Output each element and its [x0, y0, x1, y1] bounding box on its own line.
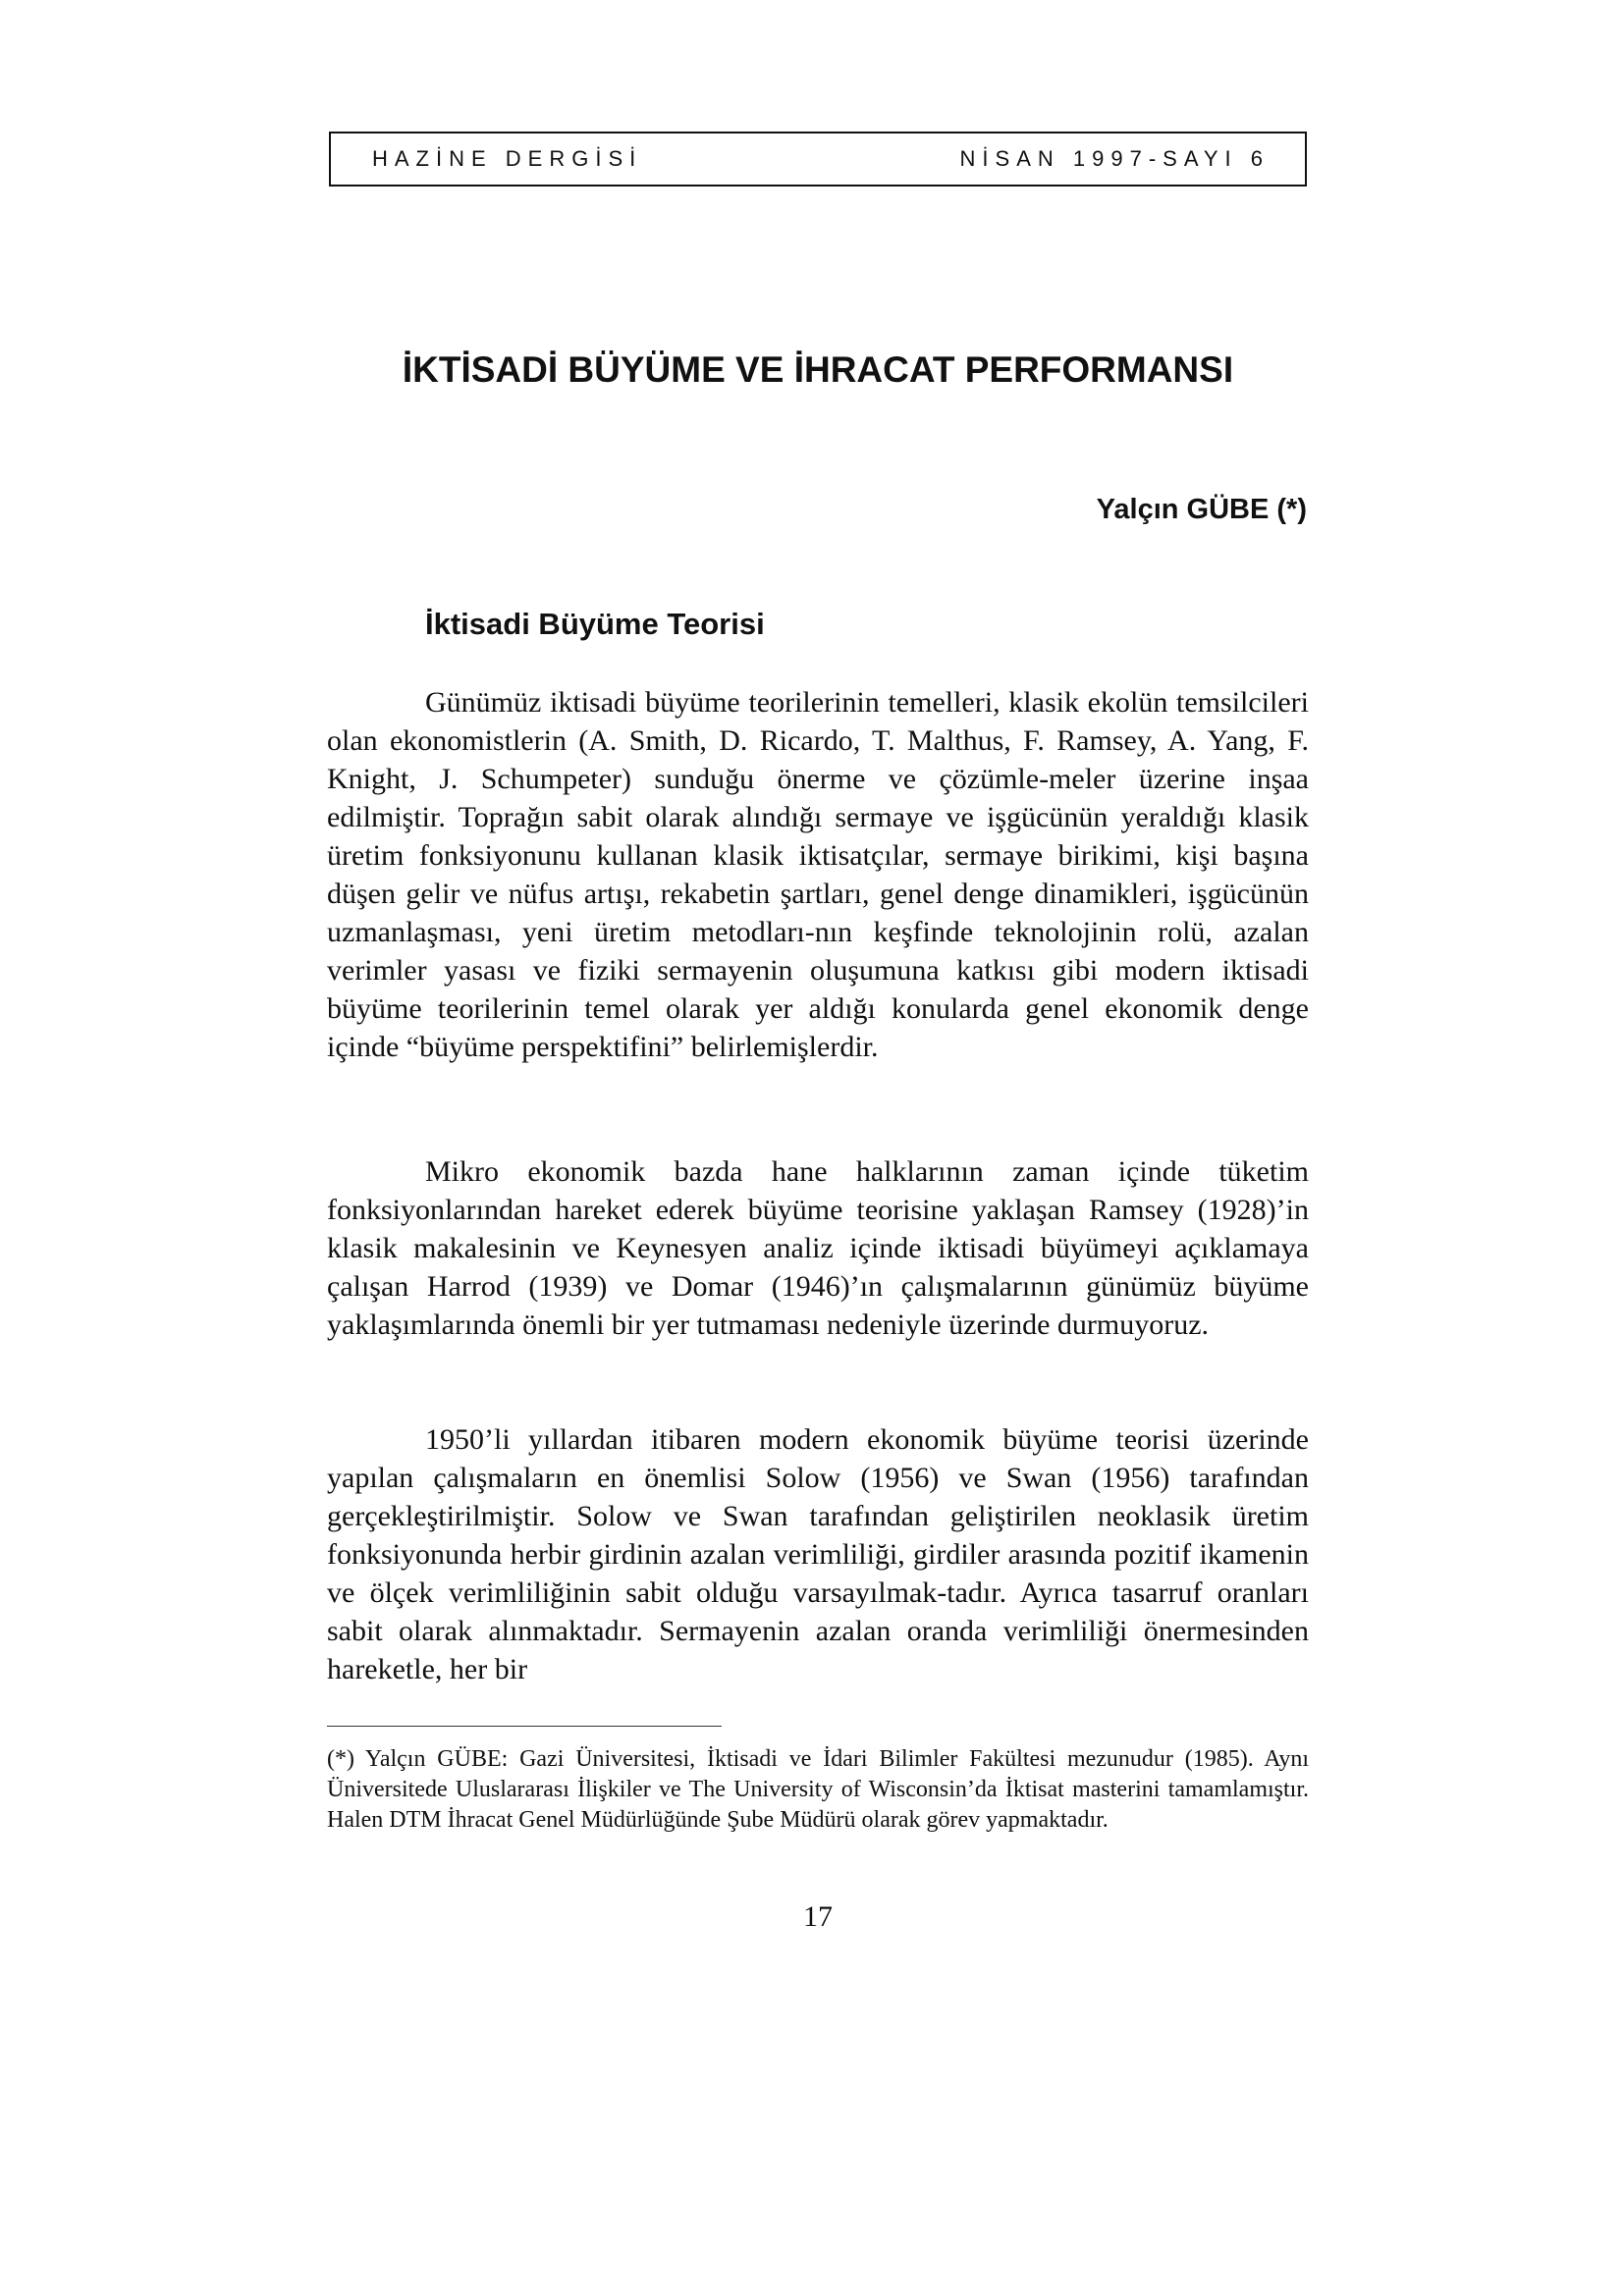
- author-name: Yalçın GÜBE (*): [1096, 494, 1307, 525]
- body-paragraph: Günümüz iktisadi büyüme teorilerinin temelleri, klasik ekolün temsilcileri olan ekonomistlerin (A. Smith, D. Ricardo, T. Malthus, F. Ramsey, A. Yang, F. Knight, J. Schumpeter) sunduğu önerme ve çözümle-meler üzerine inşaa edilmiştir. Toprağın sabit olarak alındığı sermaye ve işgücünün yeraldığı klasik üretim fonksiyonunu kullanan klasik iktisatçılar, sermaye birikimi, kişi başına düşen gelir ve nüfus artışı, rekabetin şartları, genel denge dinamikleri, işgücünün uzmanlaşması, yeni üretim metodları-nın keşfinde teknolojinin rolü, azalan verimler yasası ve fiziki sermayenin oluşumuna katkısı gibi modern iktisadi büyüme teorilerinin temel olarak yer aldığı konularda genel ekonomik denge içinde “büyüme perspektifini” belirlemişlerdir.: [327, 686, 1309, 1063]
- issue-info: NİSAN 1997-SAYI 6: [959, 146, 1270, 171]
- body-paragraph: 1950’li yıllardan itibaren modern ekonomik büyüme teorisi üzerinde yapılan çalışmaların en önemlisi Solow (1956) ve Swan (1956) tarafından gerçekleştirilmiştir. Solow ve Swan tarafından geliştirilen neoklasik üretim fonksiyonunda herbir girdinin azalan verimliliği, girdiler arasında pozitif ikamenin ve ölçek verimliliğinin sabit olduğu varsayılmak-tadır. Ayrıca tasarruf oranları sabit olarak alınmaktadır. Sermayenin azalan oranda verimliliği önermesinden hareketle, her bir: [327, 1423, 1309, 1685]
- body-paragraph: Mikro ekonomik bazda hane halklarının zaman içinde tüketim fonksiyonlarından hareket ederek büyüme teorisine yaklaşan Ramsey (1928)’in klasik makalesinin ve Keynesyen analiz içinde iktisadi büyümeyi açıklamaya çalışan Harrod (1939) ve Domar (1946)’ın çalışmalarının günümüz büyüme yaklaşımlarında önemli bir yer tutmaması nedeniyle üzerinde durmuyoruz.: [327, 1155, 1309, 1341]
- article-title: İKTİSADİ BÜYÜME VE İHRACAT PERFORMANSI: [402, 349, 1234, 390]
- running-header: [329, 132, 1307, 187]
- page-number: 17: [803, 1900, 833, 1933]
- journal-name: HAZİNE DERGİSİ: [372, 146, 643, 171]
- footnote-divider: [327, 1726, 722, 1727]
- footnote: (*) Yalçın GÜBE: Gazi Üniversitesi, İktisadi ve İdari Bilimler Fakültesi mezunudur (1985). Aynı Üniversitede Uluslararası İlişkiler ve The University of Wisconsin’da İktisat masterini tamamlamıştır. Halen DTM İhracat Genel Müdürlüğünde Şube Müdürü olarak görev yapmaktadır.: [327, 1746, 1309, 1833]
- section-heading: İktisadi Büyüme Teorisi: [425, 607, 765, 641]
